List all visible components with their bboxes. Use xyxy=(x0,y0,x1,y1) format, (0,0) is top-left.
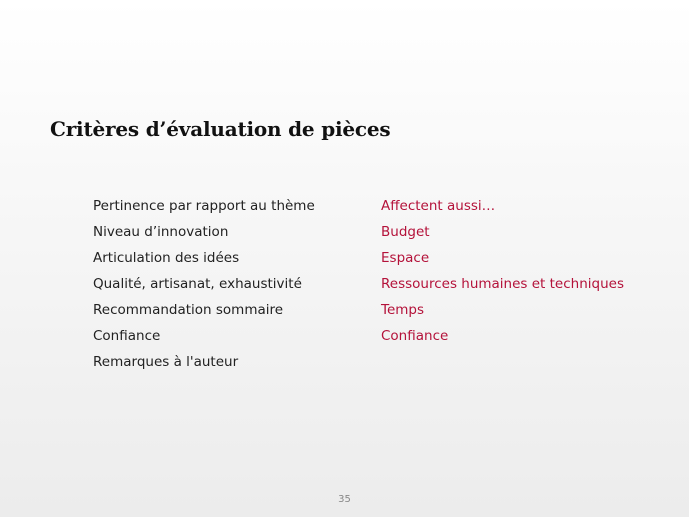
also-affects-heading: Affectent aussi… xyxy=(381,198,496,214)
criteria-item: Confiance xyxy=(93,328,161,344)
slide-title: Critères d’évaluation de pièces xyxy=(50,117,391,141)
also-affects-item: Temps xyxy=(381,302,425,318)
also-affects-item: Budget xyxy=(381,224,430,240)
criteria-item: Remarques à l'auteur xyxy=(93,354,239,370)
page-number: 35 xyxy=(338,494,351,505)
criteria-item: Niveau d’innovation xyxy=(93,224,229,240)
criteria-item: Articulation des idées xyxy=(93,250,240,266)
also-affects-item: Confiance xyxy=(381,328,449,344)
also-affects-item: Espace xyxy=(381,250,430,266)
also-affects-item: Ressources humaines et techniques xyxy=(381,276,624,292)
criteria-item: Qualité, artisanat, exhaustivité xyxy=(93,276,302,292)
criteria-item: Recommandation sommaire xyxy=(93,302,284,318)
also-affects-list xyxy=(381,193,624,349)
criteria-item: Pertinence par rapport au thème xyxy=(93,198,315,214)
criteria-list xyxy=(93,193,315,375)
